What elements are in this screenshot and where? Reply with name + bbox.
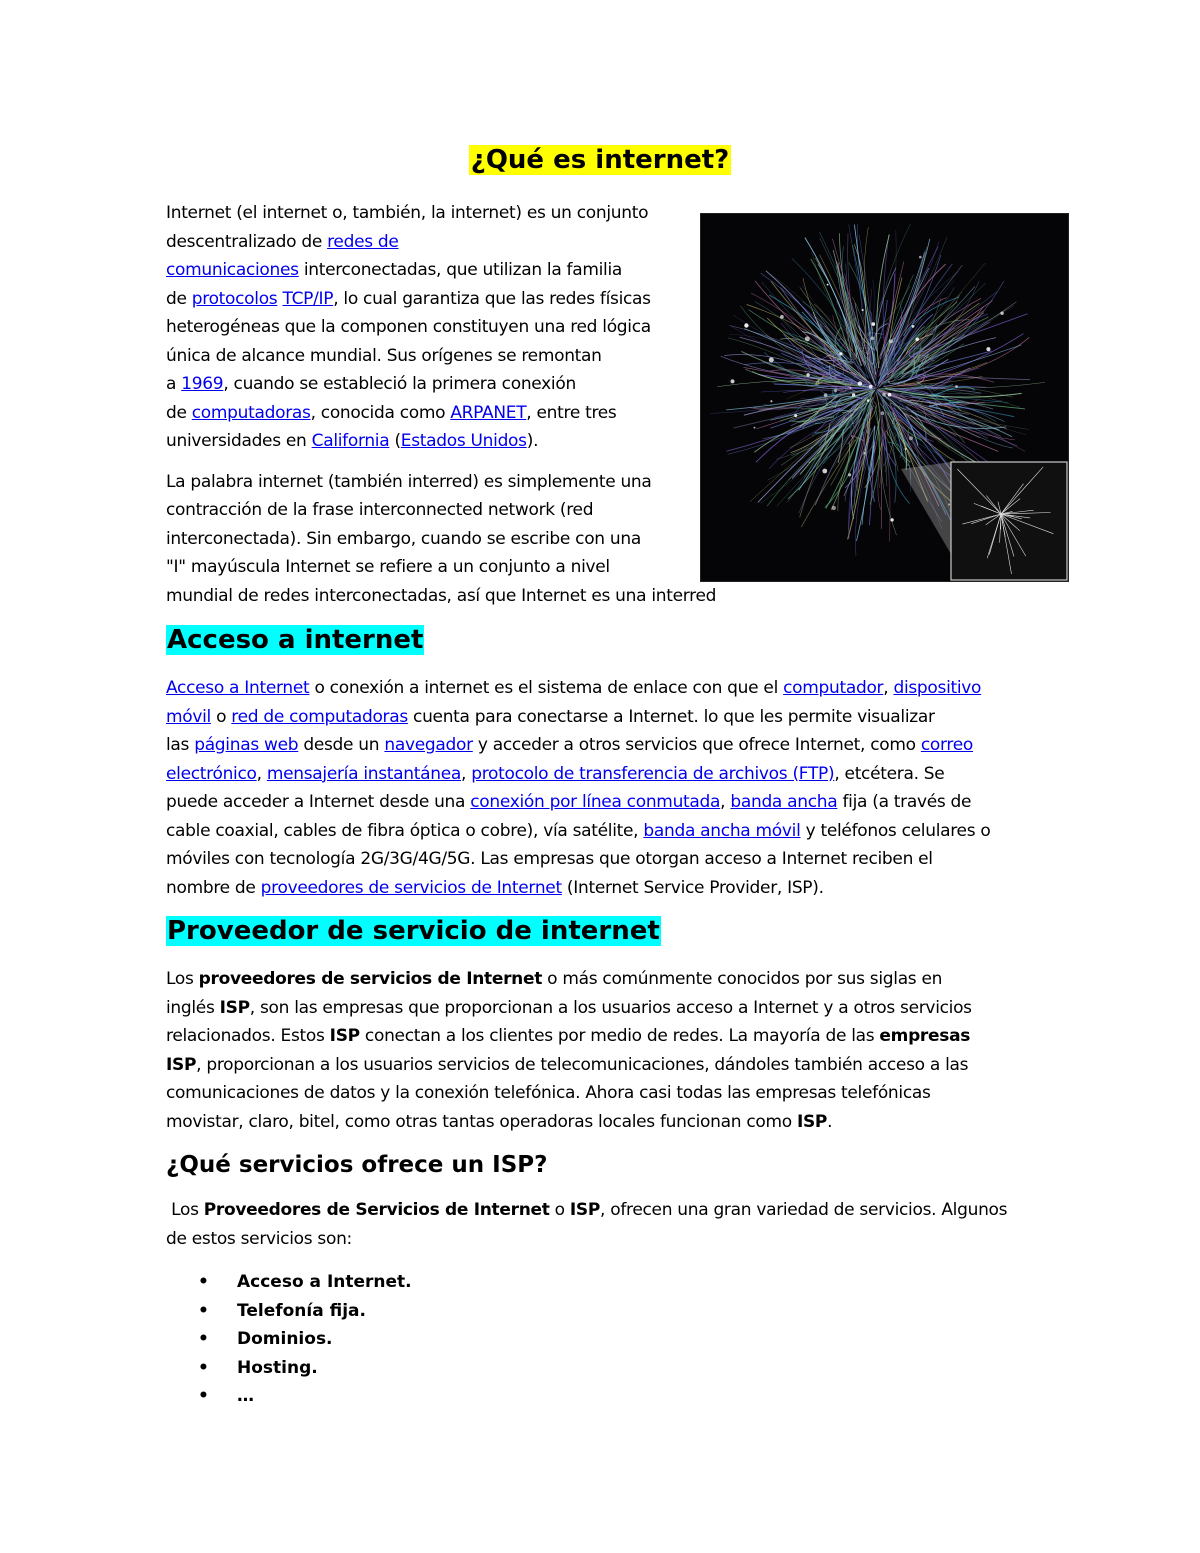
text-line: de protocolos TCP/IP, lo cual garantiza que las redes físicas: [166, 288, 651, 309]
link-paginas-web[interactable]: páginas web: [194, 735, 299, 755]
network-node: [863, 452, 865, 454]
text-line: universidades en California (Estados Unidos).: [166, 431, 539, 451]
network-node: [955, 385, 958, 388]
network-node: [872, 322, 876, 326]
text-line: Los Proveedores de Servicios de Internet o ISP, ofrecen una gran variedad de servicios. Algunos: [166, 1200, 1008, 1220]
link-california[interactable]: California: [311, 431, 390, 451]
link-electronico[interactable]: electrónico: [166, 763, 257, 784]
network-link: [920, 337, 1030, 381]
list-item: • Dominios.: [198, 1325, 412, 1354]
network-node: [889, 339, 893, 343]
network-link: [754, 417, 834, 453]
network-node: [986, 347, 990, 351]
network-node: [806, 373, 810, 377]
link-banda-ancha[interactable]: banda ancha: [730, 792, 838, 812]
list-item: • Telefonía fija.: [198, 1297, 412, 1326]
link-tcp-ip[interactable]: TCP/IP: [282, 288, 334, 309]
network-node: [881, 411, 885, 415]
network-node: [769, 357, 774, 362]
network-node: [912, 325, 915, 328]
network-link: [831, 403, 867, 485]
network-node: [867, 399, 870, 402]
link-red-de-computadoras[interactable]: red de computadoras: [231, 706, 408, 727]
network-node: [862, 309, 864, 311]
link-banda-ancha-movil[interactable]: banda ancha móvil: [643, 820, 801, 841]
text-line: Acceso a Internet o conexión a internet es el sistema de enlace con que el computador, dispositivo: [166, 678, 982, 698]
heading-que-servicios-ofrece: ¿Qué servicios ofrece un ISP?: [166, 1152, 548, 1178]
list-item: • …: [198, 1382, 412, 1411]
servicios-paragraph: [166, 1196, 1046, 1253]
network-node: [858, 381, 862, 385]
acceso-paragraph: [166, 674, 1046, 902]
network-node: [780, 315, 784, 319]
link-correo[interactable]: correo: [920, 735, 973, 755]
text-line: móviles con tecnología 2G/3G/4G/5G. Las empresas que otorgan acceso a Internet reciben el: [166, 849, 933, 869]
link-proveedores-servicios-internet[interactable]: proveedores de servicios de Internet: [260, 877, 562, 898]
bullet-icon: •: [198, 1386, 209, 1406]
network-node: [1000, 312, 1003, 315]
network-node: [839, 352, 842, 355]
network-node: [744, 323, 748, 327]
text-line: relacionados. Estos ISP conectan a los clientes por medio de redes. La mayoría de las empresas: [166, 1026, 971, 1046]
text-line: móvil o red de computadoras cuenta para conectarse a Internet. lo que les permite visualizar: [166, 706, 935, 727]
list-item: • Hosting.: [198, 1354, 412, 1383]
intro-paragraph-2: [166, 468, 756, 611]
zoom-inset: [901, 462, 1067, 580]
text-line: electrónico, mensajería instantánea, protocolo de transferencia de archivos (FTP), etcétera. Se: [166, 763, 945, 784]
text-line: descentralizado de redes de: [166, 231, 399, 252]
link-conexion-linea-conmutada[interactable]: conexión por línea conmutada: [470, 792, 721, 812]
network-node: [822, 469, 827, 474]
proveedor-paragraph: [166, 965, 1046, 1136]
network-node: [827, 284, 829, 286]
network-node: [834, 389, 837, 392]
text-line: comunicaciones interconectadas, que utilizan la familia: [166, 260, 622, 280]
internet-map-image: [700, 213, 1069, 582]
network-node: [888, 393, 892, 397]
link-navegador[interactable]: navegador: [384, 735, 473, 755]
network-node: [805, 336, 810, 341]
network-node: [794, 414, 797, 417]
bullet-icon: •: [198, 1272, 209, 1292]
text-line: comunicaciones de datos y la conexión telefónica. Ahora casi todas las empresas telefónicas: [166, 1083, 931, 1103]
network-node: [882, 393, 886, 397]
link-dispositivo[interactable]: dispositivo: [893, 678, 982, 698]
page-title: ¿Qué es internet?: [470, 145, 730, 175]
network-node: [852, 393, 855, 396]
text-line: heterogéneas que la componen constituyen una red lógica: [166, 317, 651, 337]
text-line: Internet (el internet o, también, la internet) es un conjunto: [166, 203, 649, 223]
intro-section: [166, 199, 756, 622]
text-line: de computadoras, conocida como ARPANET, entre tres: [166, 402, 617, 423]
text-line: puede acceder a Internet desde una conexión por línea conmutada, banda ancha fija (a través de: [166, 792, 972, 812]
text-line: Los proveedores de servicios de Internet o más comúnmente conocidos por sus siglas en: [166, 969, 943, 989]
network-node: [770, 400, 772, 402]
network-node: [888, 381, 890, 383]
network-node: [890, 518, 893, 521]
network-node: [919, 256, 922, 259]
text-line: "I" mayúscula Internet se refiere a un conjunto a nivel: [166, 557, 610, 577]
link-computador[interactable]: computador: [783, 678, 884, 698]
link-comunicaciones[interactable]: comunicaciones: [166, 260, 299, 280]
network-node: [905, 448, 907, 450]
network-node: [915, 338, 919, 342]
network-node: [850, 387, 852, 389]
link-computadoras[interactable]: computadoras: [191, 402, 311, 423]
internet-map-graphic: [701, 214, 1068, 581]
heading-acceso-a-internet: Acceso a internet: [167, 625, 424, 655]
text-line: movistar, claro, bitel, como otras tantas operadoras locales funcionan como ISP.: [166, 1111, 833, 1132]
link-acceso-a-internet[interactable]: Acceso a Internet: [166, 678, 310, 698]
link-arpanet[interactable]: ARPANET: [450, 402, 527, 423]
services-list: [198, 1268, 412, 1411]
network-node: [832, 506, 836, 510]
network-node: [754, 427, 756, 429]
network-node: [909, 436, 913, 440]
text-line: las páginas web desde un navegador y acceder a otros servicios que ofrece Internet, como correo: [166, 735, 973, 755]
network-node: [848, 473, 851, 476]
intro-paragraph-1: [166, 199, 756, 456]
bullet-icon: •: [198, 1300, 209, 1321]
text-line: inglés ISP, son las empresas que proporcionan a los usuarios acceso a Internet y a otros servicios: [166, 997, 972, 1018]
text-line: cable coaxial, cables de fibra óptica o cobre), vía satélite, banda ancha móvil y teléfonos celulares o: [166, 820, 991, 841]
heading-proveedor-de-servicio: Proveedor de servicio de internet: [167, 916, 660, 946]
text-line: nombre de proveedores de servicios de Internet (Internet Service Provider, ISP).: [166, 877, 824, 898]
list-item: • Acceso a Internet.: [198, 1268, 412, 1297]
text-line: contracción de la frase interconnected network (red: [166, 500, 594, 520]
network-node: [731, 379, 735, 383]
text-line: ISP, proporcionan a los usuarios servicios de telecomunicaciones, dándoles también acceso a las: [166, 1054, 969, 1075]
network-node: [869, 385, 873, 389]
text-line: interconectada). Sin embargo, cuando se escribe con una: [166, 528, 641, 549]
link-protocolos[interactable]: protocolos: [191, 288, 278, 309]
network-node: [824, 393, 828, 397]
network-node: [871, 337, 875, 341]
link-movil[interactable]: móvil: [166, 706, 211, 727]
link-1969[interactable]: 1969: [181, 374, 224, 394]
link-redes[interactable]: redes de: [327, 231, 399, 252]
text-line: La palabra internet (también interred) es simplemente una: [166, 471, 652, 492]
bullet-icon: •: [198, 1329, 209, 1349]
bullet-icon: •: [198, 1357, 209, 1378]
text-line: a 1969, cuando se estableció la primera conexión: [166, 374, 576, 394]
link-mensajeria-instantanea[interactable]: mensajería instantánea: [266, 763, 461, 784]
text-line: mundial de redes interconectadas, así que Internet es una interred: [166, 585, 717, 606]
zoom-cone: [901, 462, 951, 554]
link-estados-unidos[interactable]: Estados Unidos: [400, 431, 527, 451]
link-ftp[interactable]: protocolo de transferencia de archivos (FTP): [471, 763, 835, 784]
text-line: de estos servicios son:: [166, 1228, 352, 1249]
text-line: única de alcance mundial. Sus orígenes se remontan: [166, 345, 602, 366]
